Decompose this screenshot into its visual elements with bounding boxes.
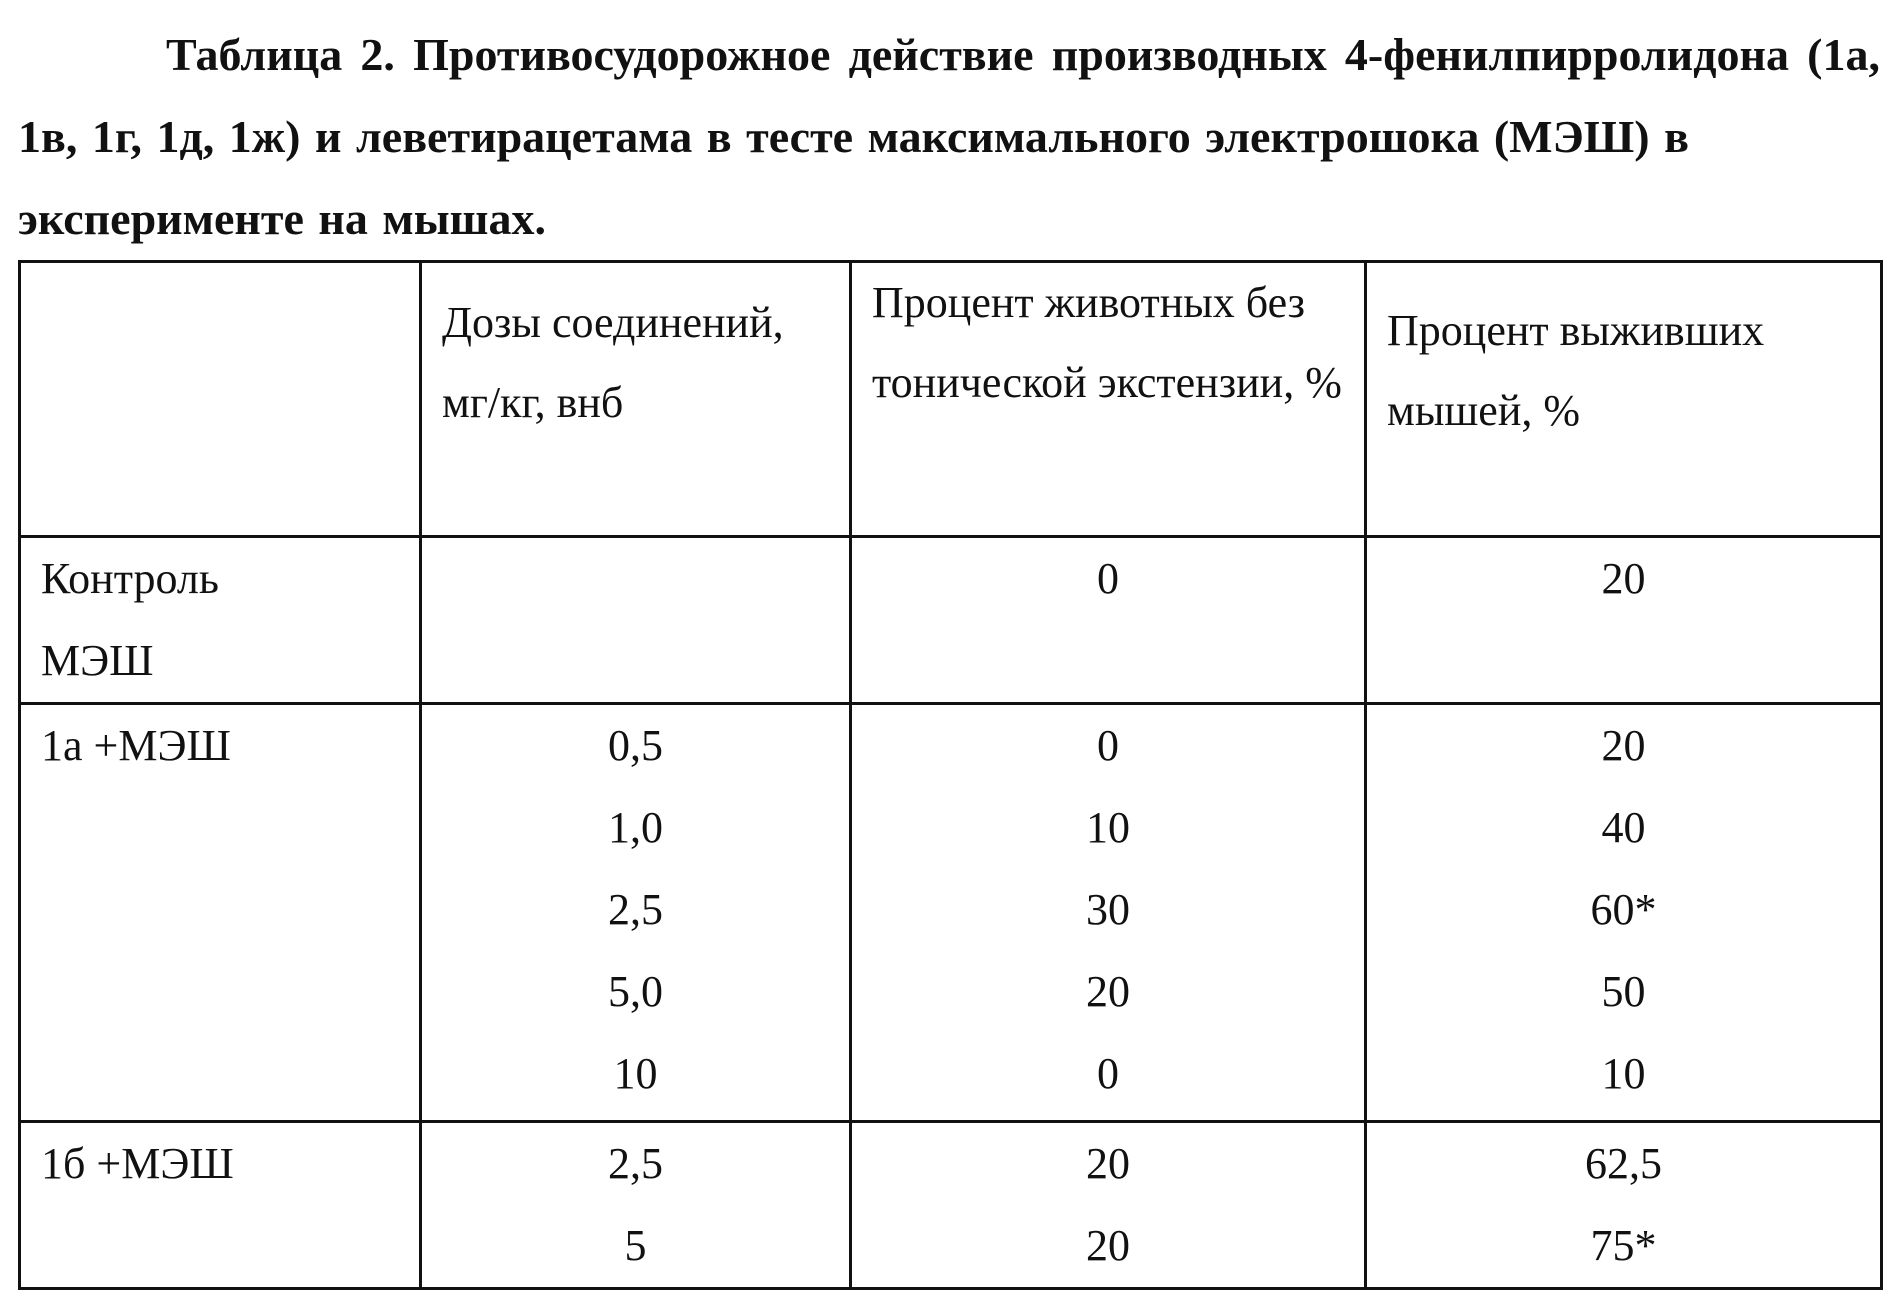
no-extension-value: 10 [1086,803,1130,852]
no-extension-value: 0 [1097,721,1119,770]
survived-value: 60* [1590,885,1657,934]
dose-value: 5,0 [608,967,663,1016]
row-label-1b: 1б +МЭШ [20,1122,421,1289]
no-extension-value: 0 [1097,1049,1119,1098]
no-extension-value: 20 [1086,1139,1130,1188]
control-label-line2: МЭШ [41,636,154,685]
survived-value: 20 [1601,721,1646,770]
no-extension-value: 20 [1086,1221,1130,1270]
results-table [18,260,1883,1290]
doses-1b [421,1122,851,1289]
dose-value: 1,0 [608,803,663,852]
survived-1b [1366,1122,1882,1289]
control-dose [421,537,851,704]
dose-value: 2,5 [608,885,663,934]
table-caption [18,14,1880,260]
table-row-control [20,537,1882,704]
table-row-group-1b [20,1122,1882,1289]
survived-value: 50 [1601,967,1646,1016]
header-dose: Дозы соединений, мг/кг, внб [421,262,851,537]
no-extension-value: 20 [1086,967,1130,1016]
survived-value: 75* [1590,1221,1657,1270]
doses-1a [421,704,851,1122]
dose-value: 10 [613,1049,658,1098]
no-extension-value: 30 [1086,885,1130,934]
header-no-extension: Процент животных без тонической экстензии, % [851,262,1366,537]
control-no-extension: 0 [851,537,1366,704]
row-label-1a: 1а +МЭШ [20,704,421,1122]
control-survived: 20 [1366,537,1882,704]
survived-value: 62,5 [1585,1139,1662,1188]
survived-value: 10 [1601,1049,1646,1098]
survived-value: 40 [1601,803,1646,852]
dose-value: 2,5 [608,1139,663,1188]
survived-1a [1366,704,1882,1122]
header-empty-cell [20,262,421,537]
dose-value: 0,5 [608,721,663,770]
table-row-group-1a [20,704,1882,1122]
caption-last-line: эксперименте на мышах. [18,193,547,244]
header-survived: Процент выживших мышей, % [1366,262,1882,537]
no-extension-1a [851,704,1366,1122]
row-label-control [20,537,421,704]
table-header-row [20,262,1882,537]
caption-text: Таблица 2. Противосудорожное действие производных 4-фенилпирролидона (1а, 1в, 1г, 1д, 1ж) и леветирацетама в тесте максимального электрошока (МЭШ) в [18,29,1880,162]
control-label-line1: Контроль [41,554,219,603]
dose-value: 5 [624,1221,647,1270]
no-extension-1b [851,1122,1366,1289]
